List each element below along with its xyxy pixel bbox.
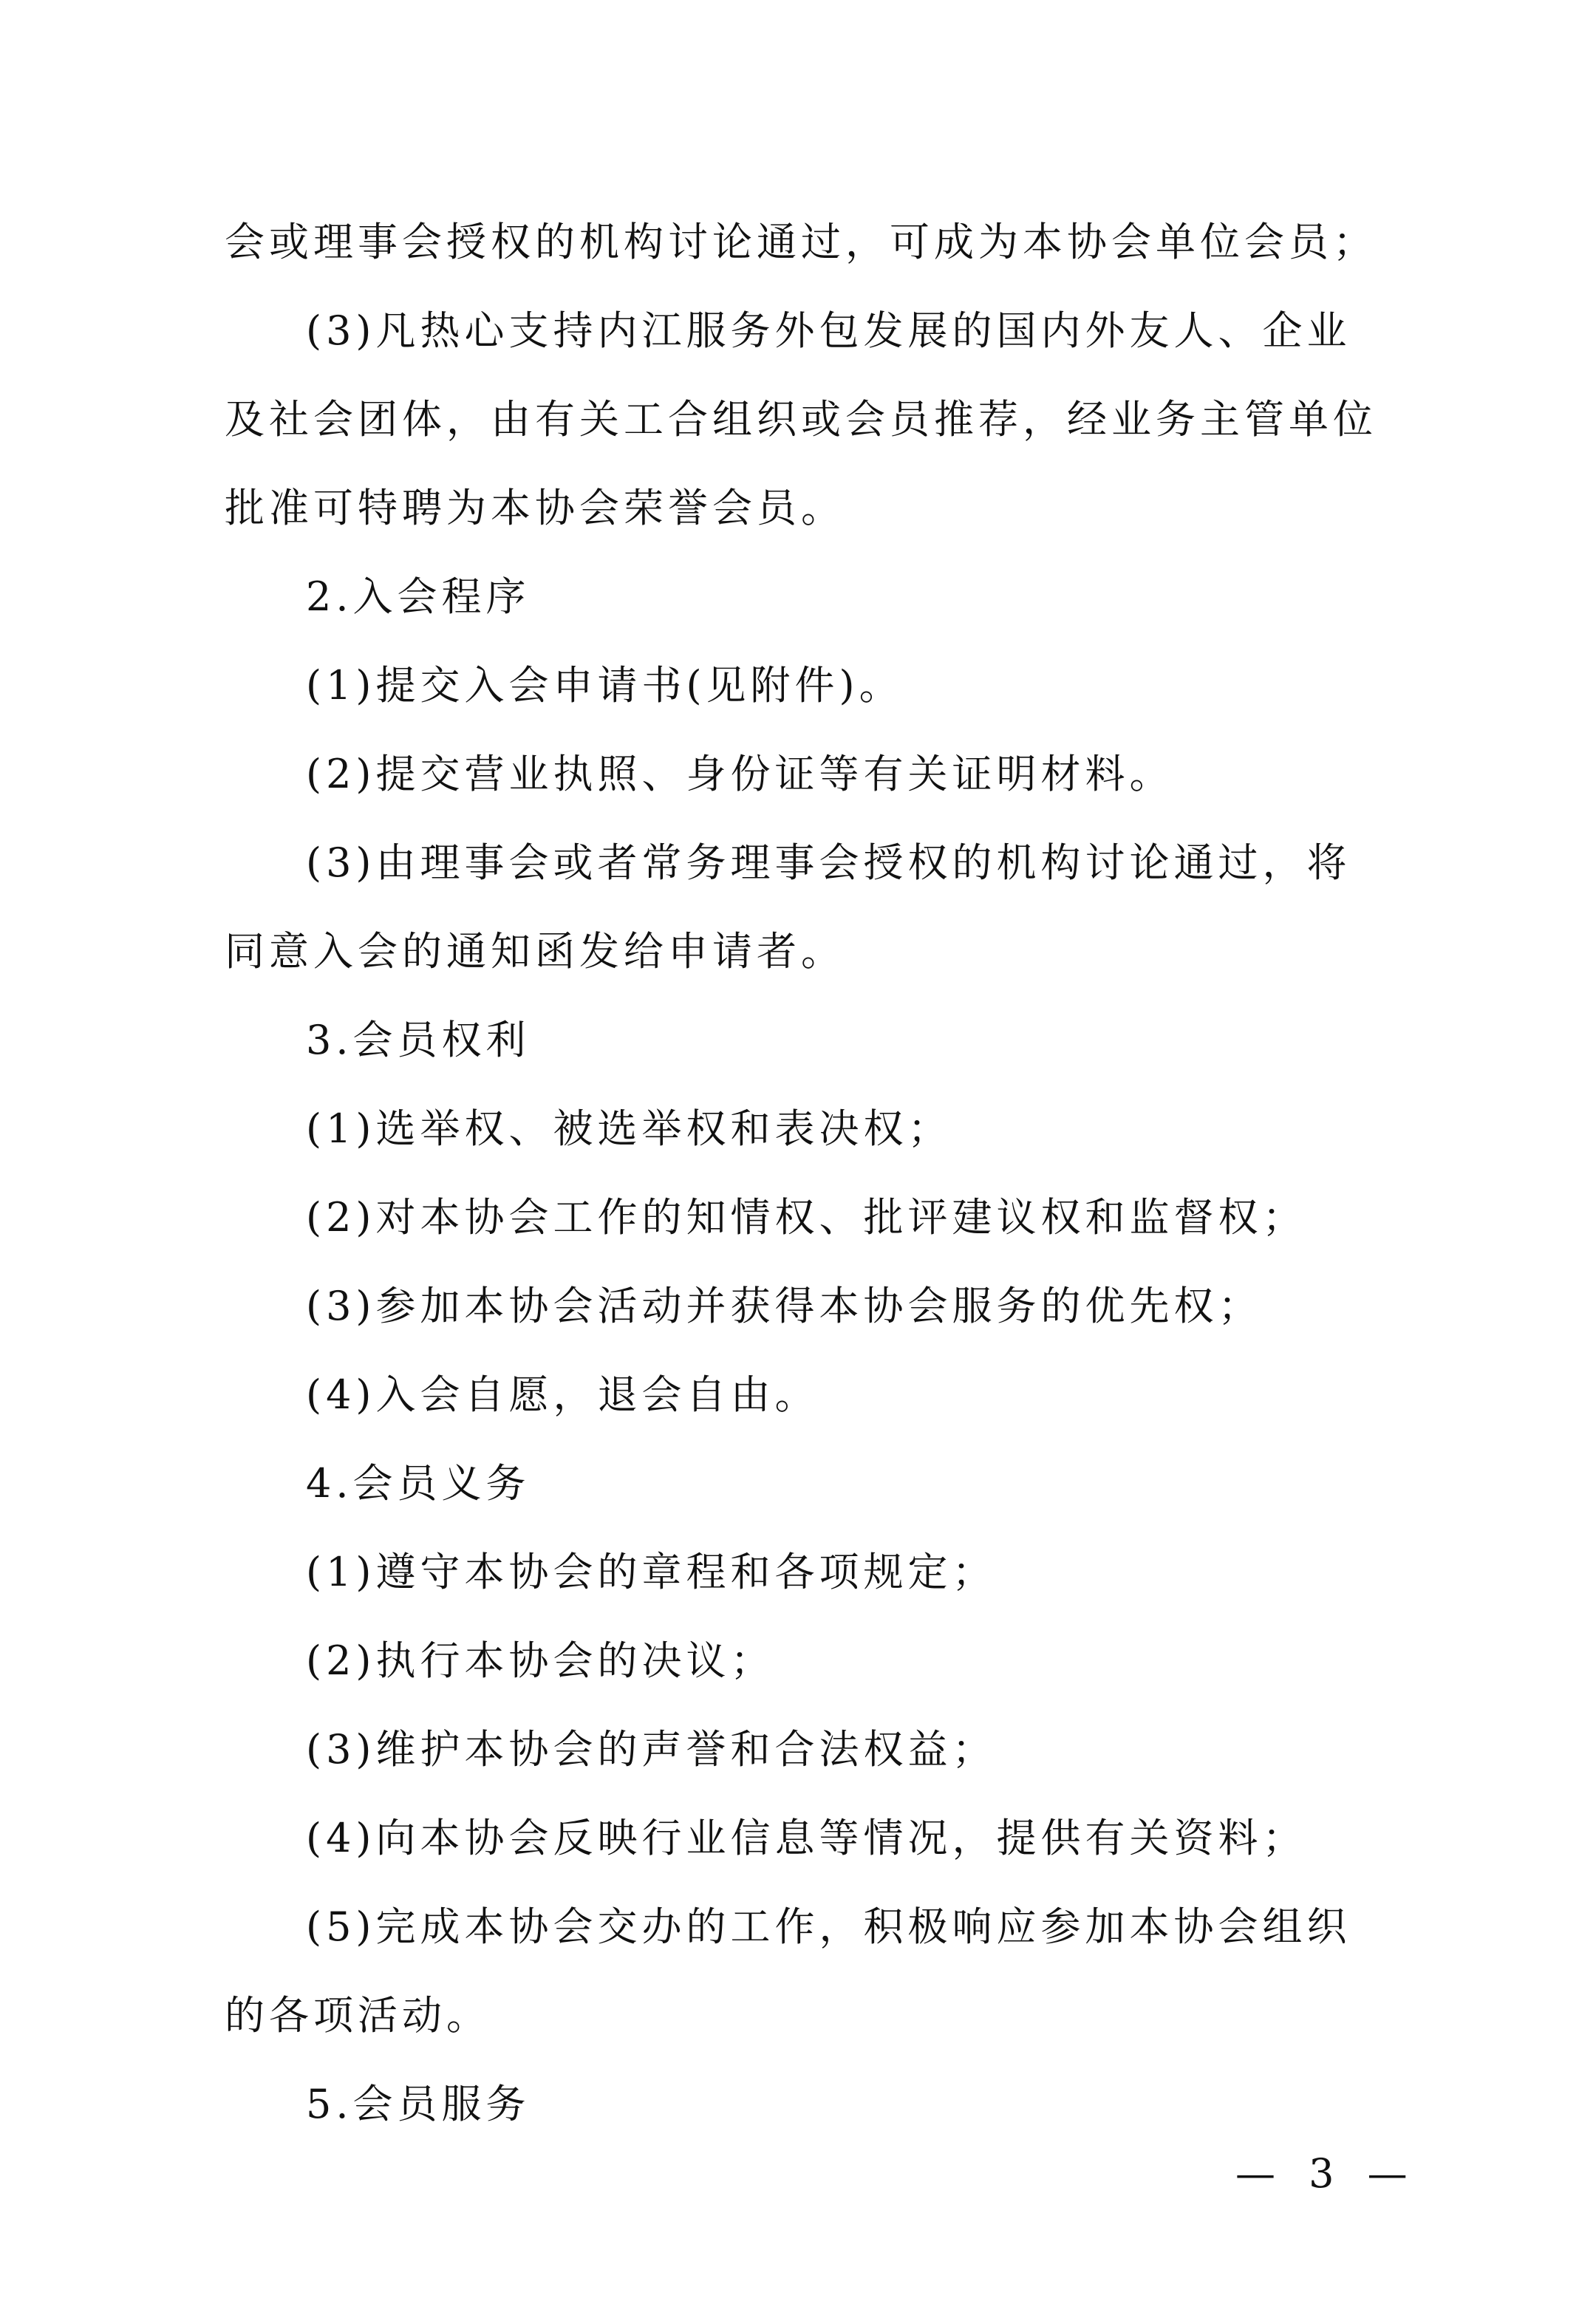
paragraph-line: (3)参加本协会活动并获得本协会服务的优先权；	[306, 1283, 1263, 1329]
section-heading: 4.会员义务	[306, 1460, 531, 1507]
paragraph-line: 同意入会的通知函发给申请者。	[225, 928, 845, 975]
paragraph-line: (5)完成本协会交办的工作，积极响应参加本协会组织	[306, 1903, 1351, 1950]
paragraph-line: (4)入会自愿，退会自由。	[306, 1371, 819, 1418]
paragraph-line: (2)提交营业执照、身份证等有关证明材料。	[306, 751, 1174, 797]
paragraph-line: (3)由理事会或者常务理事会授权的机构讨论通过，将	[306, 839, 1351, 886]
paragraph-line: (2)执行本协会的决议；	[306, 1637, 775, 1684]
paragraph-line: (1)遵守本协会的章程和各项规定；	[306, 1549, 997, 1595]
paragraph-line: (4)向本协会反映行业信息等情况，提供有关资料；	[306, 1815, 1307, 1861]
paragraph-line: 会或理事会授权的机构讨论通过，可成为本协会单位会员；	[225, 219, 1377, 265]
section-heading: 3.会员权利	[306, 1017, 531, 1063]
paragraph-line: (3)凡热心支持内江服务外包发展的国内外友人、企业	[306, 307, 1351, 354]
body-text	[225, 198, 1377, 2149]
paragraph-line: 批准可特聘为本协会荣誉会员。	[225, 485, 845, 531]
paragraph-line: (3)维护本协会的声誉和合法权益；	[306, 1726, 997, 1773]
section-heading: 5.会员服务	[306, 2081, 531, 2127]
paragraph-line: 的各项活动。	[225, 1992, 491, 2039]
paragraph-line: (2)对本协会工作的知情权、批评建议权和监督权；	[306, 1194, 1307, 1241]
page-number: — 3 —	[1235, 2150, 1418, 2197]
section-heading: 2.入会程序	[306, 573, 531, 620]
paragraph-line: (1)提交入会申请书(见附件)。	[306, 662, 904, 709]
paragraph-line: (1)选举权、被选举权和表决权；	[306, 1105, 952, 1152]
paragraph-line: 及社会团体，由有关工合组织或会员推荐，经业务主管单位	[225, 396, 1377, 443]
